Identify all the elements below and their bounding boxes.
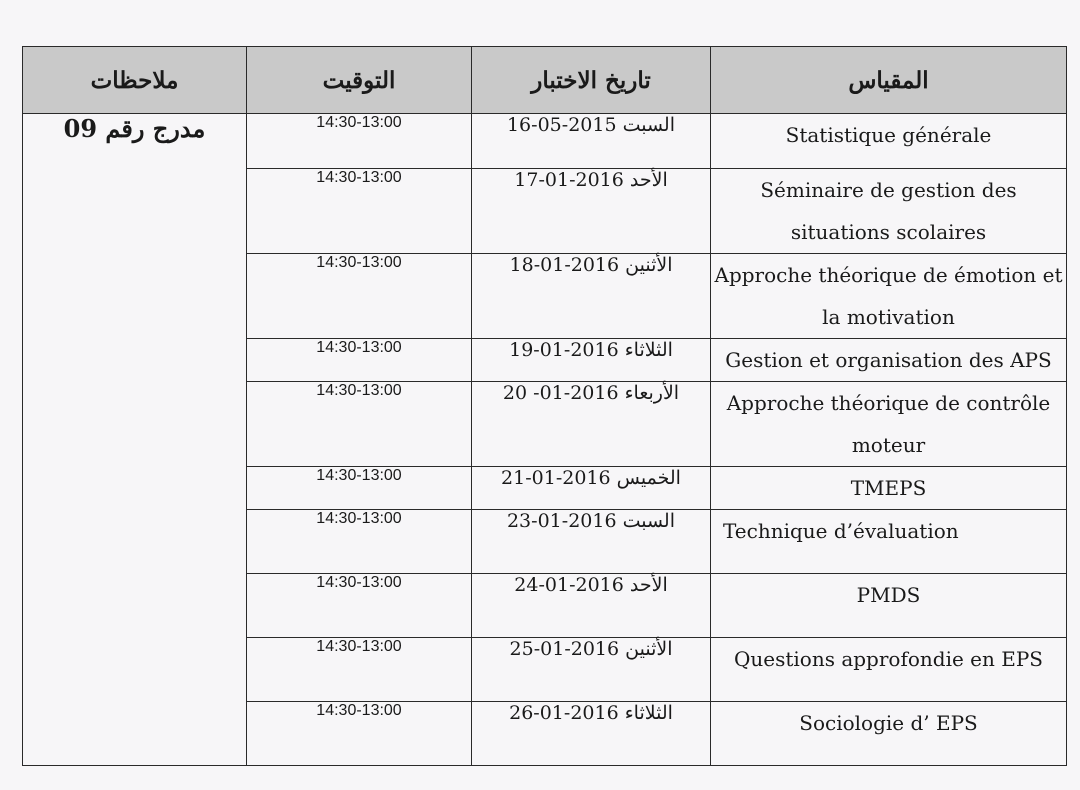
day-label: الأحد xyxy=(629,574,668,596)
date-value: 2016-01-23 xyxy=(506,510,617,532)
day-label: الثلاثاء xyxy=(624,339,673,361)
table-row xyxy=(23,114,1067,169)
day-label: الأحد xyxy=(629,169,668,191)
date-value: 2015-05-16 xyxy=(506,114,617,136)
date-value: 2016-01-19 xyxy=(509,339,619,361)
header-time: التوقيت xyxy=(247,47,472,114)
day-label: الأثنين xyxy=(625,254,673,276)
time-cell: 14:30-13:00 xyxy=(247,638,472,702)
time-cell: 14:30-13:00 xyxy=(247,510,472,574)
time-cell: 14:30-13:00 xyxy=(247,382,472,467)
date-cell xyxy=(472,574,711,638)
module-cell: Approche théorique de contrôle moteur xyxy=(711,382,1067,467)
date-cell xyxy=(472,339,711,382)
header-date: تاريخ الاختبار xyxy=(472,47,711,114)
date-cell xyxy=(472,169,711,254)
date-cell xyxy=(472,254,711,339)
time-cell: 14:30-13:00 xyxy=(247,254,472,339)
module-cell: Statistique générale xyxy=(711,114,1067,169)
date-value: 2016-01-21 xyxy=(501,467,611,489)
day-label: السبت xyxy=(622,114,676,136)
date-cell xyxy=(472,510,711,574)
day-label: الخميس xyxy=(616,467,681,489)
date-value: 2016-01-25 xyxy=(509,638,620,660)
date-cell xyxy=(472,467,711,510)
time-cell: 14:30-13:00 xyxy=(247,339,472,382)
date-cell xyxy=(472,114,711,169)
date-value: 2016-01- 20 xyxy=(502,382,619,404)
time-cell: 14:30-13:00 xyxy=(247,114,472,169)
module-cell: Questions approfondie en EPS xyxy=(711,638,1067,702)
module-cell: Technique d’évaluation xyxy=(711,510,1067,574)
module-cell: Séminaire de gestion des situations scolaires xyxy=(711,169,1067,254)
exam-schedule-table xyxy=(22,46,1067,766)
day-label: الأثنين xyxy=(625,638,673,660)
header-module: المقياس xyxy=(711,47,1067,114)
module-cell: Approche théorique de émotion et la motivation xyxy=(711,254,1067,339)
day-label: الثلاثاء xyxy=(624,702,673,724)
day-label: الأربعاء xyxy=(624,382,680,404)
date-value: 2016-01-24 xyxy=(514,574,624,596)
table-header-row xyxy=(23,47,1067,114)
module-cell: PMDS xyxy=(711,574,1067,638)
notes-cell: مدرج رقم 09 xyxy=(23,114,247,766)
day-label: السبت xyxy=(622,510,676,532)
time-cell: 14:30-13:00 xyxy=(247,574,472,638)
module-cell: Gestion et organisation des APS xyxy=(711,339,1067,382)
time-cell: 14:30-13:00 xyxy=(247,702,472,766)
date-value: 2016-01-18 xyxy=(509,254,620,276)
date-value: 2016-01-17 xyxy=(514,169,624,191)
module-cell: TMEPS xyxy=(711,467,1067,510)
time-cell: 14:30-13:00 xyxy=(247,169,472,254)
date-cell xyxy=(472,702,711,766)
date-cell xyxy=(472,382,711,467)
header-notes: ملاحظات xyxy=(23,47,247,114)
module-cell: Sociologie d’ EPS xyxy=(711,702,1067,766)
time-cell: 14:30-13:00 xyxy=(247,467,472,510)
date-cell xyxy=(472,638,711,702)
date-value: 2016-01-26 xyxy=(509,702,619,724)
